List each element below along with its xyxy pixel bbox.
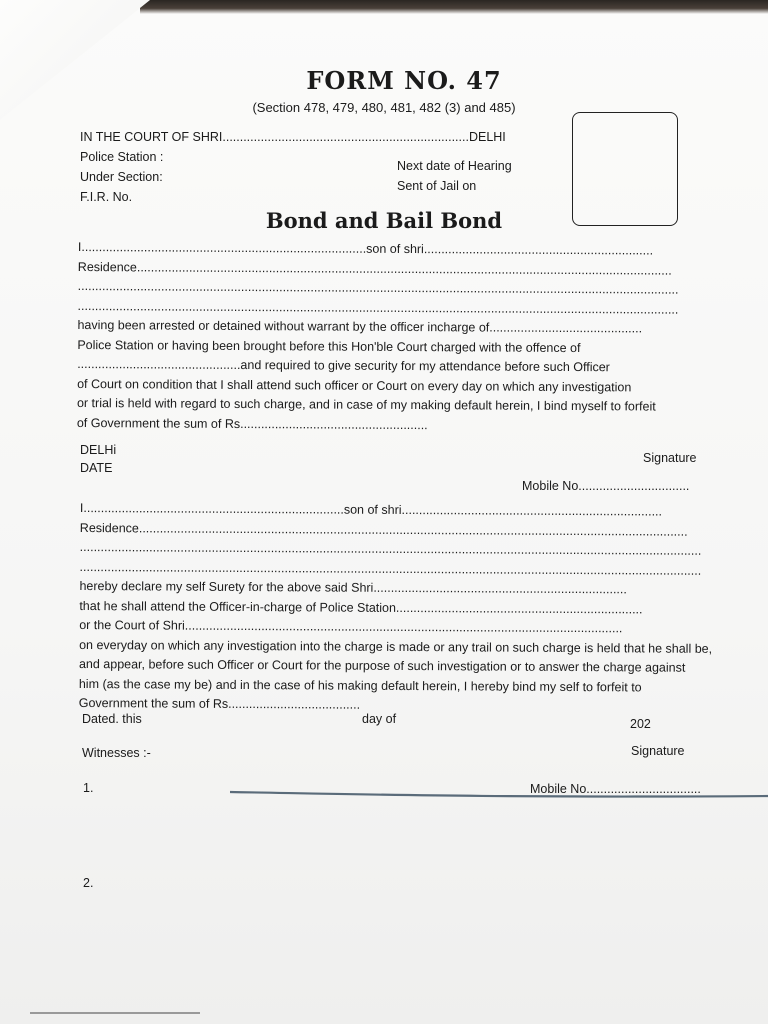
police-station-label: Police Station :: [80, 150, 164, 164]
accused-text-line: of Court on condition that I shall attend such officer or Court on every day on which any investigation: [77, 376, 632, 394]
accused-text-line: or trial is held with regard to such charge, and in case of my making default herein, I bind myself to forfeit: [76, 395, 656, 414]
accused-blank-line: .............................................................................................................................................................................: [77, 298, 679, 317]
accused-text-line: of Government the sum of Rs......................................................: [76, 415, 428, 432]
dated-label: Dated. this: [82, 712, 142, 726]
surety-text-line: on everyday on which any investigation into the charge is made or any trail on such charge is held that he shall be,: [79, 637, 713, 656]
surety-text-line: that he shall attend the Officer-in-charge of Police Station.......................................................................: [79, 598, 643, 616]
accused-text-line: having been arrested or detained without warrant by the officer incharge of............................................: [77, 317, 643, 336]
court-line: IN THE COURT OF SHRI.......................................................................DELHI: [80, 130, 506, 144]
year-label: 202: [630, 717, 651, 731]
fir-no-label: F.I.R. No.: [80, 190, 133, 204]
section-reference: (Section 478, 479, 480, 481, 482 (3) and 485): [252, 100, 516, 115]
surety-text-line: and appear, before such Officer or Court for the purpose of such investigation or to answer the charge against: [78, 656, 686, 675]
accused-signature-label: Signature: [643, 451, 697, 465]
surety-signature-label: Signature: [631, 744, 685, 758]
accused-section: [77, 238, 698, 437]
under-section-label: Under Section:: [80, 170, 163, 184]
surety-text-line: Government the sum of Rs......................................: [78, 695, 361, 712]
accused-name-line: I..................................................................................son of shri..................................................................: [77, 239, 654, 258]
surety-name-line: I...........................................................................son of shri...........................................................................: [79, 500, 663, 519]
crease-line: [230, 788, 768, 800]
surety-text-line: or the Court of Shri..............................................................................................................................: [79, 617, 623, 636]
surety-blank-line: ...................................................................................................................................................................................: [79, 539, 702, 558]
witness-1-label: 1.: [83, 781, 94, 795]
surety-text-line: hereby declare my self Surety for the above said Shri.........................................................................: [79, 578, 627, 597]
surety-blank-line: ...................................................................................................................................................................................: [79, 559, 702, 578]
accused-residence-line: Residence..........................................................................................................................................................: [77, 259, 672, 278]
witnesses-label: Witnesses :-: [82, 746, 151, 760]
witness-2-label: 2.: [83, 876, 94, 890]
bond-title: Bond and Bail Bond: [265, 208, 503, 233]
bottom-edge-line: [30, 1012, 200, 1014]
accused-mobile-label: Mobile No................................: [522, 479, 690, 493]
surety-section: [78, 499, 713, 717]
surety-mobile-label: Mobile No.................................: [530, 782, 701, 796]
date-label: DATE: [80, 461, 113, 475]
surety-text-line: him (as the case my be) and in the case of his making default herein, I hereby bind my self to forfeit to: [78, 676, 642, 694]
accused-text-line: Police Station or having been brought before this Hon'ble Court charged with the offence of: [77, 337, 581, 355]
surety-residence-line: Residence..............................................................................................................................................................: [79, 520, 688, 539]
form-title: FORM NO. 47: [306, 66, 502, 95]
scan-shadow-band: [140, 0, 768, 14]
delhi-label: DELHi: [80, 443, 117, 457]
accused-blank-line: .............................................................................................................................................................................: [77, 278, 679, 297]
day-of-label: day of: [362, 712, 397, 726]
next-hearing-label: Next date of Hearing: [397, 159, 512, 173]
sent-jail-label: Sent of Jail on: [397, 179, 477, 193]
accused-text-line: ...............................................and required to give security for my attendance before such Officer: [77, 356, 610, 375]
